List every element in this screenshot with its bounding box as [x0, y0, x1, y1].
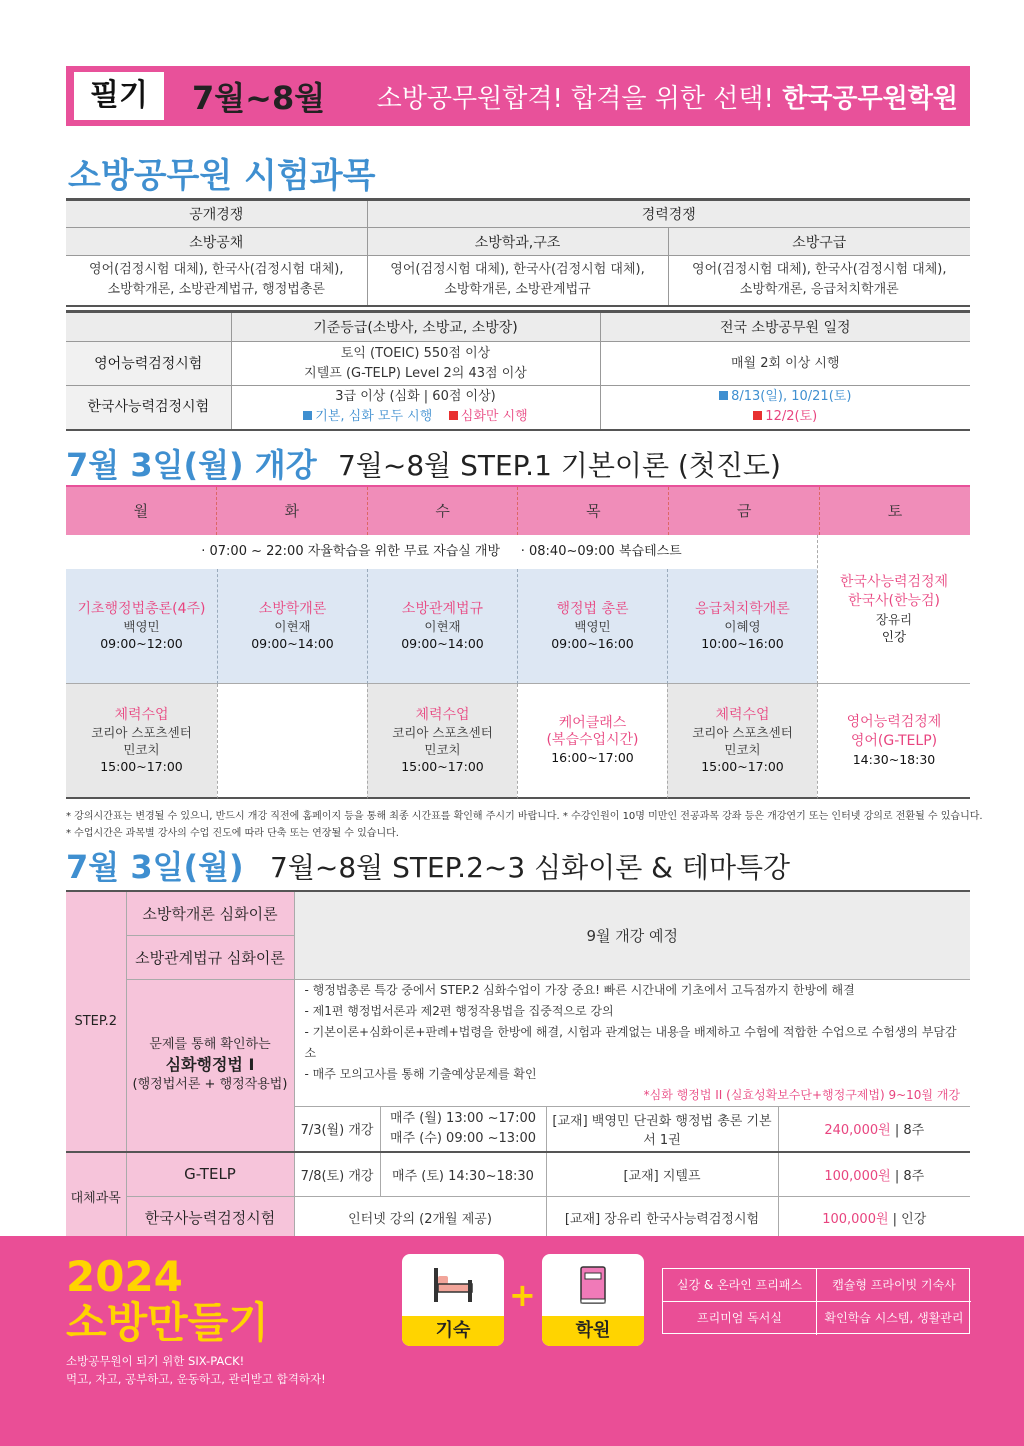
banner-slogan [377, 78, 958, 115]
price-value: 100,000원 [824, 1168, 891, 1184]
day-mon: 월 [133, 502, 149, 520]
admin-law-description [294, 979, 970, 1106]
feature-grid [662, 1268, 970, 1334]
dormitory-tile [402, 1254, 504, 1346]
subject-line: 소방학개론, 응급처치학개론 [739, 282, 899, 298]
academy-tile [542, 1254, 644, 1346]
admin-price [778, 1106, 970, 1152]
promo-band [0, 1236, 1024, 1446]
promo-line: 먹고, 자고, 공부하고, 운동하고, 관리받고 합격하자! [66, 1372, 326, 1386]
admin-book: [교재] 백영민 단권화 행정법 총론 기본서 1권 [546, 1106, 778, 1152]
day-thu: 목 [517, 487, 668, 535]
class-name: 소방관계법규 [401, 600, 484, 617]
alt-subject-label: 대체과목 [66, 1152, 126, 1240]
class-name: 케어클래스 [558, 715, 627, 731]
admin-small: 문제를 통해 확인하는 [149, 1037, 271, 1053]
promo-subtext [66, 1352, 326, 1388]
promo-title [66, 1254, 269, 1346]
promo-year: 2024 [66, 1252, 183, 1301]
blue-square-icon [719, 391, 728, 400]
class-name: 기초행정법총론(4주) [77, 600, 206, 617]
bed-icon [428, 1264, 478, 1308]
col-header: 소방공채 [66, 228, 367, 256]
class-name: 행정법 총론 [556, 600, 629, 617]
col-header: 소방학과,구조 [367, 228, 668, 256]
class-time: 09:00~16:00 [551, 635, 634, 651]
teacher: 이현재 [424, 618, 461, 634]
subject-cell [367, 256, 668, 306]
promo-name: 소방만들기 [66, 1298, 269, 1347]
gtelp-book: [교재] 지텔프 [546, 1152, 778, 1196]
teacher: 장유리 [875, 612, 913, 627]
sat-korean-history [817, 535, 970, 684]
date-blue: 8/13(일), 10/21(토) [731, 389, 852, 405]
col-header: 소방구급 [668, 228, 970, 256]
banner-months: 7월~8월 [191, 79, 326, 117]
subject-line: 영어(검정시험 대체), 한국사(검정시험 대체), [89, 262, 344, 278]
red-square-icon [449, 411, 458, 420]
am-class-tue [217, 569, 367, 684]
feature-item: 확인학습 시스템, 생활관리 [824, 1311, 964, 1325]
korean-history-price [778, 1196, 970, 1240]
online-course-info: 인터넷 강의 (2개월 제공) [294, 1196, 546, 1240]
subjects-table [66, 198, 970, 307]
admin-sub: (행정법서론 + 행정작용법) [132, 1077, 288, 1093]
class-mode: 인강 [881, 629, 907, 644]
gtelp-standard: 지텔프 (G-TELP) Level 2의 43점 이상 [304, 365, 527, 381]
empty-header [66, 312, 231, 342]
class-name: 체력수업 [114, 706, 169, 723]
planned-opening: 9월 개강 예정 [294, 891, 970, 979]
career-competition-header: 경력경쟁 [367, 200, 970, 228]
place: (복습수업시간) [546, 732, 639, 748]
legend-blue: 기본, 심화 모두 시행 [315, 409, 433, 425]
subject-cell [66, 256, 367, 306]
step2-date: 7월 3일(월) [66, 848, 244, 886]
duration: | 인강 [892, 1212, 927, 1228]
slogan-text: 소방공무원합격! 합격을 위한 선택! [376, 83, 774, 114]
day-fri: 금 [668, 487, 819, 535]
class-name: 한국사(한능검) [847, 593, 941, 609]
date-red: 12/2(토) [765, 409, 818, 425]
teacher: 민코치 [724, 741, 761, 757]
desc-line: - 제1편 행정법서론과 제2편 행정작용법을 집중적으로 강의 [304, 1003, 614, 1018]
place: 코리아 스포츠센터 [91, 724, 192, 740]
admin-big: 심화행정법 I [165, 1055, 255, 1075]
tile-label: 기숙 [402, 1316, 504, 1346]
day-sat: 토 [819, 487, 970, 535]
korean-history-standard [231, 386, 600, 430]
subject-line: 소방학개론, 소방관계법규, 행정법총론 [107, 282, 325, 298]
class-time: 15:00~17:00 [401, 758, 484, 774]
class-time: 09:00~14:00 [251, 635, 334, 651]
korean-history-schedule [600, 386, 970, 430]
step1-title: 7월~8월 STEP.1 기본이론 (첫진도) [338, 449, 781, 482]
subject-line: 영어(검정시험 대체), 한국사(검정시험 대체), [390, 262, 645, 278]
teacher: 민코치 [123, 741, 160, 757]
weekly-schedule [66, 485, 970, 801]
class-name: 한국사능력검정제 [839, 574, 949, 590]
class-time: 15:00~17:00 [100, 758, 183, 774]
class-time: 09:00~12:00 [100, 635, 183, 651]
step1-date: 7월 3일(월) 개강 [66, 446, 317, 484]
class-name: 영어능력검정제 [846, 714, 942, 730]
english-schedule: 매월 2회 이상 시행 [600, 342, 970, 386]
korean-history-book: [교재] 장유리 한국사능력검정시험 [546, 1196, 778, 1240]
desc-line: - 기본이론+심화이론+판례+법령을 한방에 해결, 시험과 관계없는 내용을 배제하고 수험에 적합한 수업으로 수험생의 부담감소 [304, 1024, 957, 1060]
am-class-thu [517, 569, 667, 684]
footnote-1: * 강의시간표는 변경될 수 있으니, 반드시 개강 직전에 홈페이지 등을 통해 최종 시간표를 확인해 주시기 바랍니다. * 수강인원이 10명 미만인 전공과목 강좌 등은 개강연기 또는 인터넷 강의로 전환될 수 있습니다. [66, 811, 983, 822]
step2-title: 7월~8월 STEP.2~3 심화이론 & 테마특강 [270, 851, 791, 884]
admin-open-date: 7/3(월) 개강 [294, 1106, 380, 1152]
class-time: 15:00~17:00 [701, 758, 784, 774]
gtelp-price [778, 1152, 970, 1196]
written-exam-tag: 필기 [74, 72, 164, 120]
korean-history-label: 한국사능력검정시험 [66, 386, 231, 430]
footnote-2: * 수업시간은 과목별 강사의 수업 진도에 따라 단축 또는 연장될 수 있습니다. [66, 828, 399, 839]
pm-class-tue [217, 684, 367, 799]
day-wed: 수 [367, 487, 518, 535]
duration: | 8주 [894, 1168, 925, 1184]
tile-label: 학원 [542, 1316, 644, 1346]
pm-class-mon [66, 684, 217, 799]
english-exam-label: 영어능력검정시험 [66, 342, 231, 386]
class-name: 소방학개론 [258, 600, 327, 617]
weekday-header [66, 485, 970, 535]
pm-class-fri [667, 684, 817, 799]
advanced-courses-table [66, 890, 970, 1241]
step2-side-label: STEP.2 [66, 891, 126, 1152]
subject-cell [668, 256, 970, 306]
class-time: 16:00~17:00 [551, 750, 634, 765]
am-class-fri [667, 569, 817, 684]
duration: | 8주 [894, 1123, 925, 1139]
header-banner [66, 66, 970, 126]
schedule-header: 전국 소방공무원 일정 [600, 312, 970, 342]
price-value: 240,000원 [824, 1123, 891, 1139]
toeic-standard: 토익 (TOEIC) 550점 이상 [340, 345, 491, 361]
desc-tail: *심화 행정법 II (실효성확보수단+행정구제법) 9~10월 개강 [643, 1087, 961, 1102]
class-time: 09:00~14:00 [401, 635, 484, 651]
standard-header: 기준등급(소방사, 소방교, 소방장) [231, 312, 600, 342]
class-name: 응급처치학개론 [695, 600, 790, 617]
class-name: 체력수업 [715, 706, 770, 723]
blue-square-icon [303, 411, 312, 420]
place: 코리아 스포츠센터 [392, 724, 493, 740]
time-line: 매주 (월) 13:00 ~17:00 [389, 1110, 537, 1126]
legend-red: 심화만 시행 [460, 409, 528, 425]
english-standard [231, 342, 600, 386]
fire-law-advanced: 소방관계법규 심화이론 [126, 935, 294, 979]
brand-name: 한국공무원학원 [782, 83, 958, 114]
feature-item: 캡슐형 프라이빗 기숙사 [817, 1269, 971, 1302]
plus-icon: + [509, 1276, 536, 1314]
feature-item: 프리미엄 독서실 [663, 1302, 817, 1335]
open-competition-header: 공개경쟁 [66, 200, 367, 228]
gtelp-time: 매주 (토) 14:30~18:30 [380, 1152, 546, 1196]
fire-science-advanced: 소방학개론 심화이론 [126, 891, 294, 935]
pm-class-thu [517, 684, 667, 799]
gtelp-course: G-TELP [126, 1152, 294, 1196]
teacher: 이현재 [274, 618, 311, 634]
am-class-mon [66, 569, 217, 684]
certificate-table [66, 310, 970, 431]
teacher: 백영민 [574, 618, 611, 634]
desc-line: - 매주 모의고사를 통해 기출예상문제를 확인 [304, 1066, 537, 1081]
desc-line: - 행정법총론 특강 중에서 STEP.2 심화수업이 가장 중요! 빠른 시간내에 기초에서 고득점까지 한방에 해결 [304, 982, 855, 997]
daily-note: · 07:00 ~ 22:00 자율학습을 위한 무료 자습실 개방 · 08:40~09:00 복습테스트 [201, 544, 682, 559]
am-class-wed [367, 569, 517, 684]
sat-english [817, 684, 970, 799]
admin-times [380, 1106, 546, 1152]
feature-item: 실강 & 온라인 프리패스 [663, 1269, 817, 1302]
admin-law-advanced [126, 979, 294, 1152]
day-tue: 화 [216, 487, 367, 535]
korean-history-course: 한국사능력검정시험 [126, 1196, 294, 1240]
class-name: 체력수업 [415, 706, 470, 723]
teacher: 이혜영 [724, 618, 761, 634]
promo-line: 소방공무원이 되기 위한 SIX-PACK! [66, 1354, 245, 1368]
time-line: 매주 (수) 09:00 ~13:00 [389, 1130, 537, 1146]
grade-standard: 3급 이상 (심화 | 60점 이상) [335, 389, 496, 405]
place: 코리아 스포츠센터 [692, 724, 793, 740]
book-icon [568, 1264, 618, 1308]
class-name: 영어(G-TELP) [850, 733, 938, 749]
pm-class-wed [367, 684, 517, 799]
price-value: 100,000원 [822, 1212, 889, 1228]
subject-line: 소방학개론, 소방관계법규 [444, 282, 591, 298]
subjects-title: 소방공무원 시험과목 [68, 156, 376, 196]
teacher: 민코치 [424, 741, 461, 757]
red-square-icon [753, 411, 762, 420]
gtelp-open-date: 7/8(토) 개강 [294, 1152, 380, 1196]
class-time: 14:30~18:30 [852, 752, 936, 767]
teacher: 백영민 [123, 618, 160, 634]
subject-line: 영어(검정시험 대체), 한국사(검정시험 대체), [692, 262, 947, 278]
class-time: 10:00~16:00 [701, 635, 784, 651]
